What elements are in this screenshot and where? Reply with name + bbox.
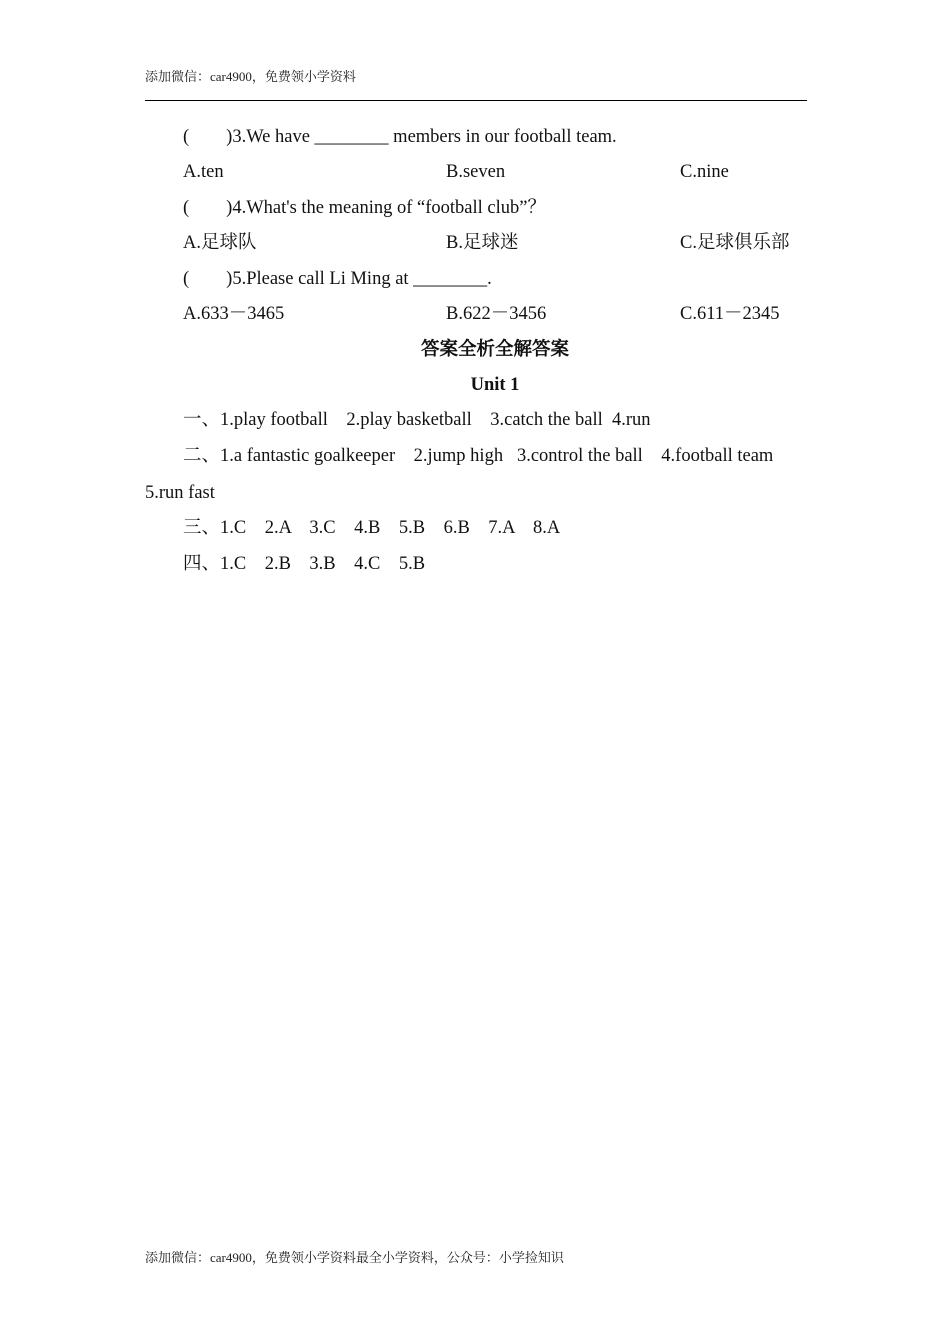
question-3-option-c: C.nine <box>680 162 729 182</box>
answer-line-section-3: 三、1.C 2.A 3.C 4.B 5.B 6.B 7.A 8.A <box>183 518 561 538</box>
answer-line-section-2-cont: 5.run fast <box>145 483 215 503</box>
question-5-option-a: A.633－3465 <box>183 304 285 324</box>
question-5-option-c: C.611－2345 <box>680 304 780 324</box>
header-divider <box>145 100 807 101</box>
answer-line-section-1: 一、1.play football 2.play basketball 3.catch the ball 4.run <box>183 410 651 430</box>
page-footer: 添加微信：car4900，免费领小学资料最全小学资料，公众号：小学捡知识 <box>145 1250 564 1265</box>
answer-line-section-2: 二、1.a fantastic goalkeeper 2.jump high 3.control the ball 4.football team <box>183 446 774 466</box>
question-4-option-b: B.足球迷 <box>446 233 519 253</box>
question-4-option-a: A.足球队 <box>183 233 257 253</box>
page-header: 添加微信：car4900，免费领小学资料 <box>145 69 356 84</box>
answers-title: 答案全析全解答案 <box>420 340 569 360</box>
question-3-option-b: B.seven <box>446 162 506 182</box>
question-4-stem: ( )4.What's the meaning of “football club”？ <box>183 198 546 218</box>
question-4-option-c: C.足球俱乐部 <box>680 233 790 253</box>
answer-line-section-4: 四、1.C 2.B 3.B 4.C 5.B <box>183 554 426 574</box>
question-5-option-b: B.622－3456 <box>446 304 547 324</box>
question-3-option-a: A.ten <box>183 162 224 182</box>
question-5-stem: ( )5.Please call Li Ming at ________. <box>183 269 492 289</box>
answers-unit-heading: Unit 1 <box>470 375 520 395</box>
question-3-stem: ( )3.We have ________ members in our football team. <box>183 127 617 147</box>
